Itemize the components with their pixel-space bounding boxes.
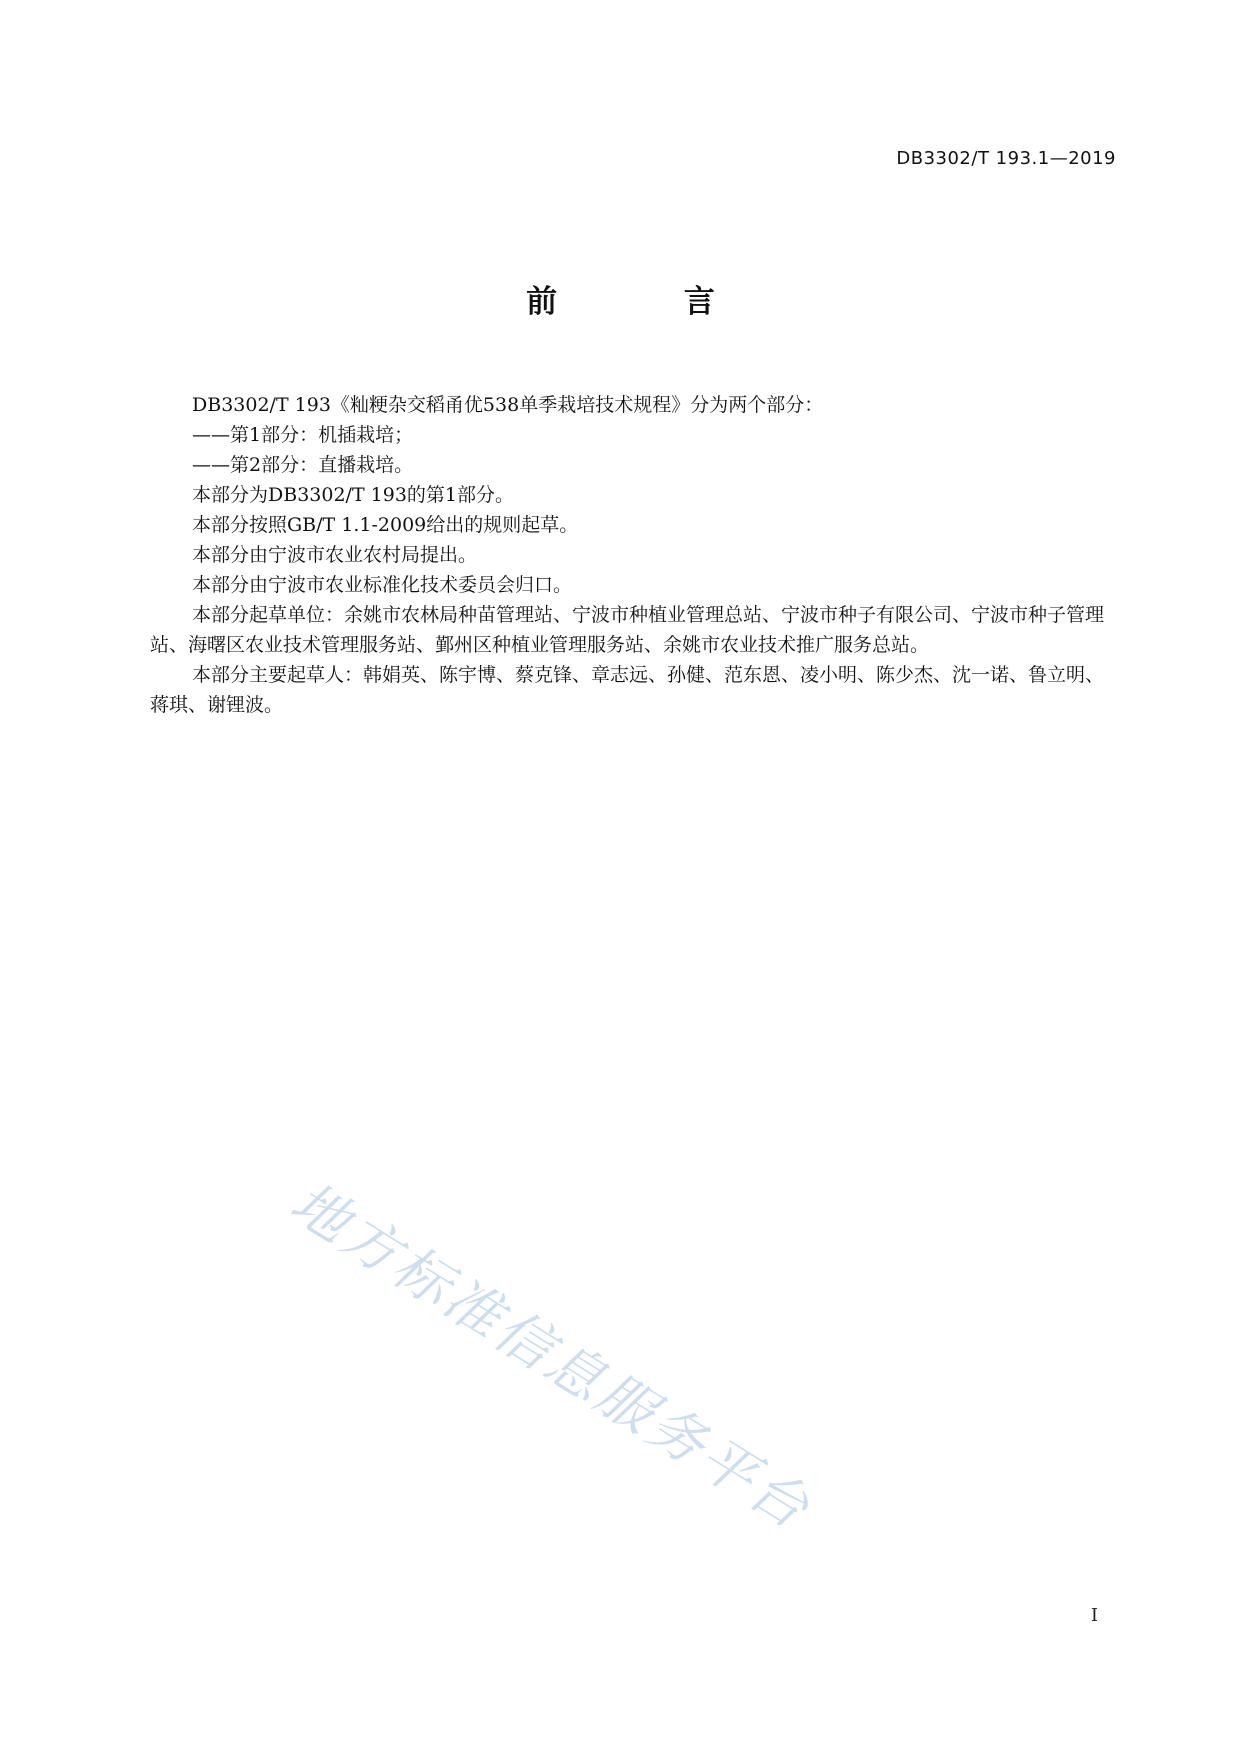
foreword-body — [150, 390, 1118, 720]
document-number: DB3302/T 193.1—2019 — [896, 148, 1116, 169]
paragraph-drafters: 本部分主要起草人：韩娟英、陈宇博、蔡克锋、章志远、孙健、范东恩、凌小明、陈少杰、沈一诺、鲁立明、蒋琪、谢锂波。 — [150, 664, 1105, 716]
paragraph-parts-intro: DB3302/T 193《籼粳杂交稻甬优538单季栽培技术规程》分为两个部分： — [192, 394, 824, 416]
paragraph-drafting-units: 本部分起草单位：余姚市农林局种苗管理站、宁波市种植业管理总站、宁波市种子有限公司、宁波市种子管理站、海曙区农业技术管理服务站、鄞州区种植业管理服务站、余姚市农业技术推广服务总站。 — [150, 604, 1105, 656]
paragraph-this-part: 本部分为DB3302/T 193的第1部分。 — [192, 484, 515, 506]
page-number: I — [1090, 1605, 1098, 1626]
paragraph-part-1: ——第1部分：机插栽培； — [192, 424, 414, 446]
page-title: 前 言 — [526, 284, 773, 320]
watermark: 地方标准信息服务平台 — [279, 1170, 823, 1544]
paragraph-proposed-by: 本部分由宁波市农业农村局提出。 — [192, 544, 478, 566]
paragraph-centralized-by: 本部分由宁波市农业标准化技术委员会归口。 — [192, 574, 573, 596]
paragraph-part-2: ——第2部分：直播栽培。 — [192, 454, 414, 476]
paragraph-drafting-rules: 本部分按照GB/T 1.1-2009给出的规则起草。 — [192, 514, 579, 536]
